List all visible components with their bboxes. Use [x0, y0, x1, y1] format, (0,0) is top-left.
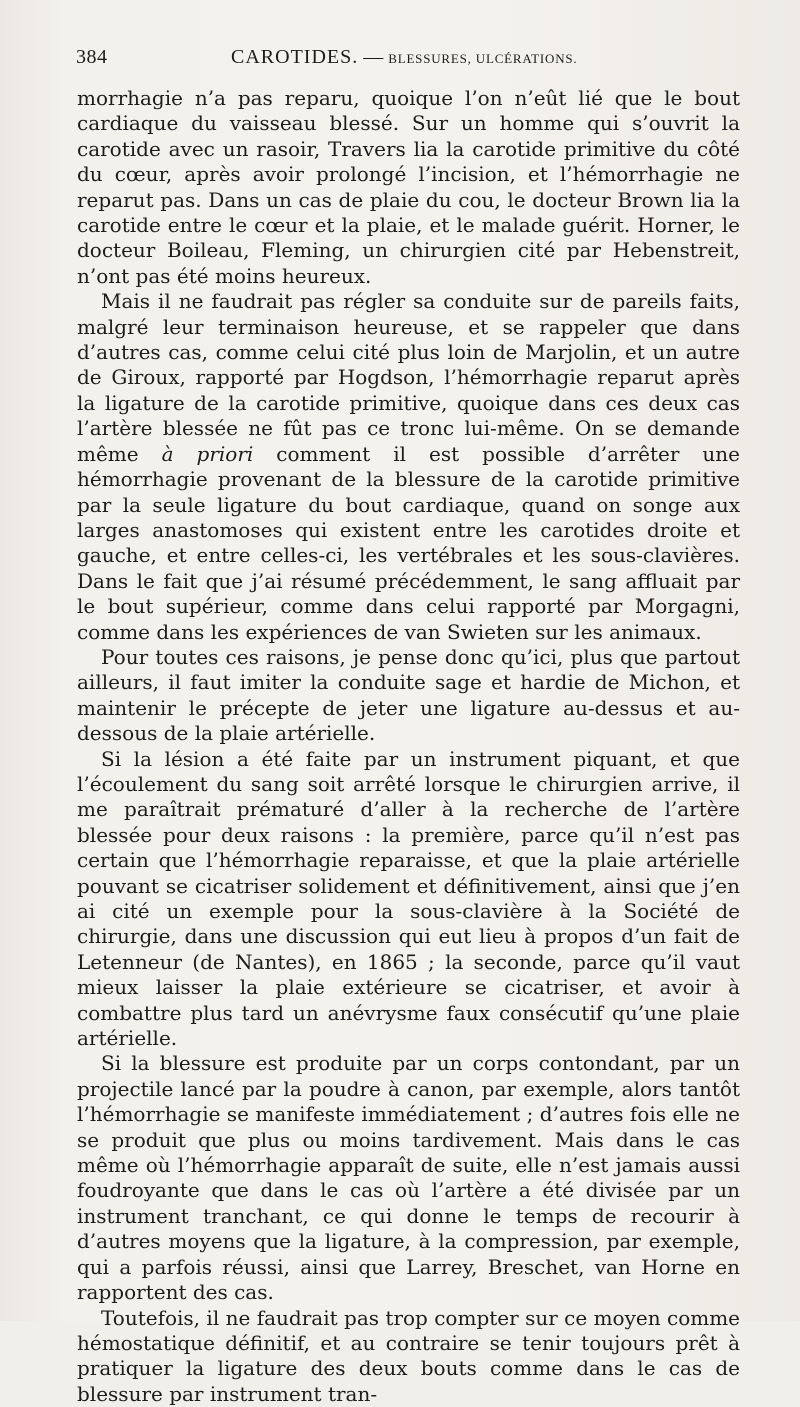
paragraph-1: morrhagie n’a pas reparu, quoique l’on n’eût lié que le bout cardiaque du vaisseau blessé. Sur un homme qui s’ouvrit la carotide avec un rasoir, Travers lia la carotide primitive du côté du cœur, après avoir prolongé l’incision, et l’hémorrhagie ne reparut pas. Dans un cas de plaie du cou, le docteur Brown lia la carotide entre le cœur et la plaie, et le malade guérit. Horner, le docteur Boileau, Fleming, un chirurgien cité par Hebenstreit, n’ont pas été moins heureux. — [77, 86, 740, 289]
running-title-subtitle: BLESSURES, ULCÉRATIONS. — [388, 51, 577, 66]
paragraph-2-before: Mais il ne faudrait pas régler sa conduite sur de pareils faits, malgré leur terminaison heureuse, et se rappeler que dans d’autres cas, comme celui cité plus loin de Marjolin, et un autre de Giroux, rapporté par Hogdson, l’hémorrhagie reparut après la ligature de la carotide primitive, quoique dans ces deux cas l’artère blessée ne fût pas ce tronc lui-même. On se demande même — [77, 289, 740, 465]
running-title — [231, 46, 577, 69]
running-title-separator: — — [358, 46, 388, 68]
running-title-main: CAROTIDES. — [231, 46, 358, 68]
body-text — [77, 86, 740, 1407]
paragraph-2 — [77, 289, 740, 645]
paragraph-5: Si la blessure est produite par un corps contondant, par un projectile lancé par la poudre à canon, par exemple, alors tantôt l’hémorrhagie se manifeste immédiatement ; d’autres fois elle ne se produit que plus ou moins tardivement. Mais dans le cas même où l’hémorrhagie apparaît de suite, elle n’est jamais aussi foudroyante que dans le cas où l’artère a été divisée par un instrument tranchant, ce qui donne le temps de recourir à d’autres moyens que la ligature, à la compression, par exemple, qui a parfois réussi, ainsi que Larrey, Breschet, van Horne en rapportent des cas. — [77, 1051, 740, 1305]
paragraph-2-after: comment il est possible d’arrêter une hémorrhagie provenant de la blessure de la carotide primitive par la seule ligature du bout cardiaque, quand on songe aux larges anastomoses qui existent entre les carotides droite et gauche, et entre celles-ci, les vertébrales et les sous-clavières. Dans le fait que j’ai résumé précédemment, le sang affluait par le bout supérieur, comme dans celui rapporté par Morgagni, comme dans les expériences de van Swieten sur les animaux. — [77, 442, 740, 644]
paragraph-4: Si la lésion a été faite par un instrument piquant, et que l’écoulement du sang soit arrêté lorsque le chirurgien arrive, il me paraîtrait prématuré d’aller à la recherche de l’artère blessée pour deux raisons : la première, parce qu’il n’est pas certain que l’hémorrhagie reparaisse, et que la plaie artérielle pouvant se cicatriser solidement et définitivement, ainsi que j’en ai cité un exemple pour la sous-clavière à la Société de chirurgie, dans une discussion qui eut lieu à propos d’un fait de Letenneur (de Nantes), en 1865 ; la seconde, parce qu’il vaut mieux laisser la plaie extérieure se cicatriser, et avoir à combattre plus tard un anévrysme faux consécutif qu’une plaie artérielle. — [77, 747, 740, 1052]
page-number: 384 — [76, 46, 108, 69]
page-header — [76, 46, 742, 74]
paragraph-2-emphasis: à priori — [162, 442, 254, 466]
paragraph-3: Pour toutes ces raisons, je pense donc qu’ici, plus que partout ailleurs, il faut imiter la conduite sage et hardie de Michon, et maintenir le précepte de jeter une ligature au-dessus et au-dessous de la plaie artérielle. — [77, 645, 740, 747]
paragraph-6: Toutefois, il ne faudrait pas trop compter sur ce moyen comme hémostatique définitif, et au contraire se tenir toujours prêt à pratiquer la ligature des deux bouts comme dans le cas de blessure par instrument tran- — [77, 1306, 740, 1407]
